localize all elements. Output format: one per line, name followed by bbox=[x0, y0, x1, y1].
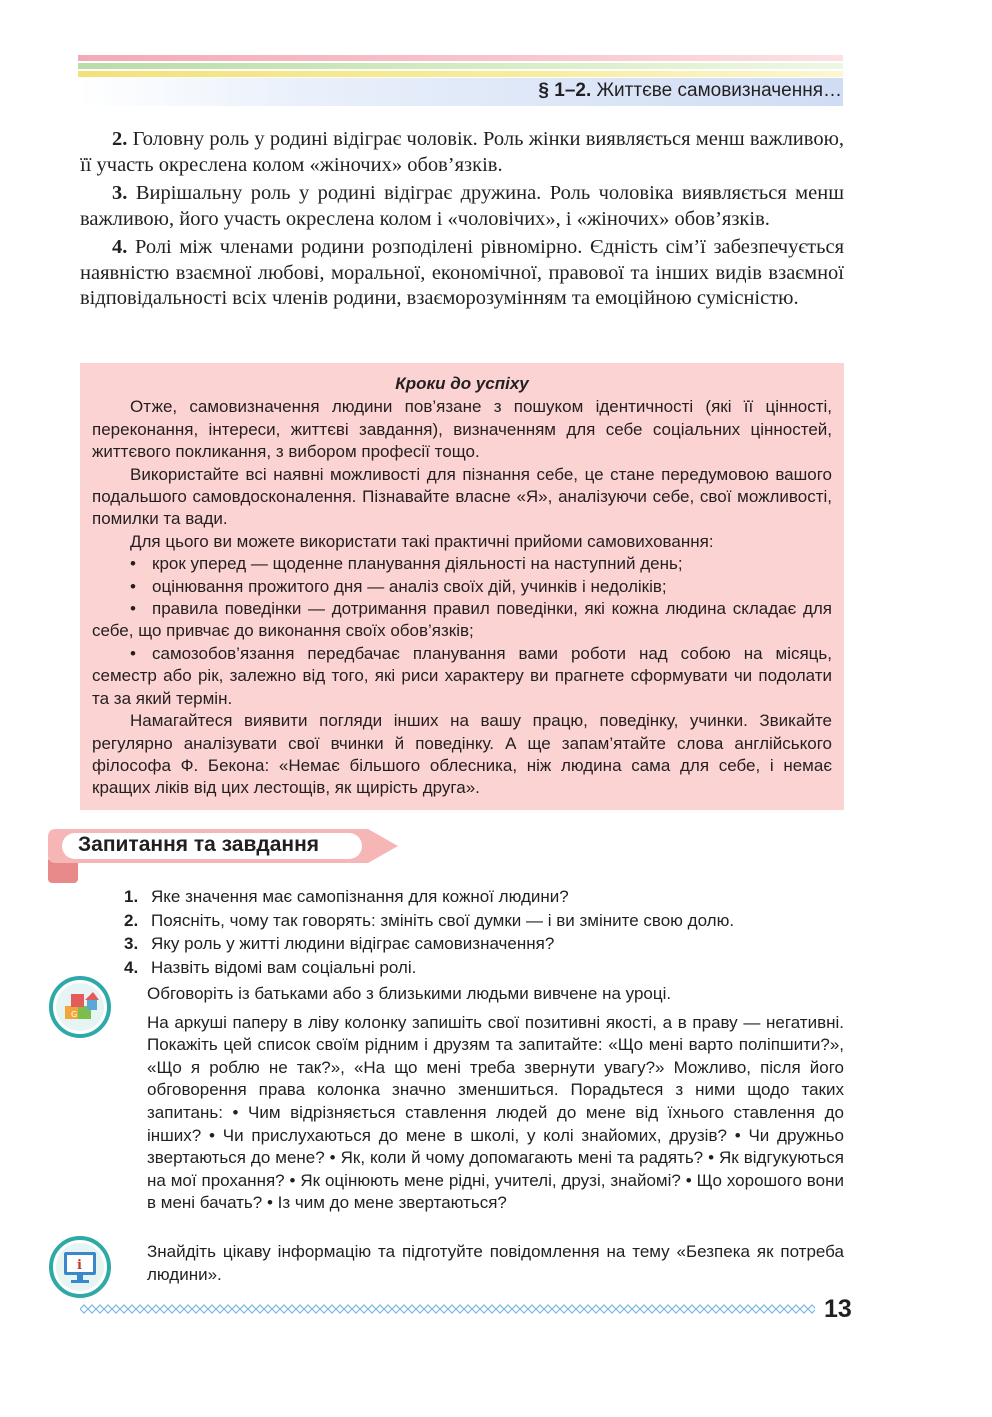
family-task-body: На аркуші паперу в ліву колонку запишіть свої позитивні якості, а в праву — негативні. Покажіть цей список своїм рідним і друзям та запитайте: «Що мені варто поліпшити?», «Що я роблю не так?», «На що мені треба звернути увагу?» Можливо, після його обговорення права колонка значно зменшиться. Порадьтеся з ними щодо таких запитань: • Чим відрізняється ставлення людей до мене від їхнього ставлення до інших? • Чи прислухаються до мене в школі, у колі знайомих, друзів? • Чи дружньо звертаються до мене? • Як, коли й чому допомагають мені та радять? • Як відгукуються на мої прохання? • Як оцінюють мене рідні, учителі, друзі, знайомі? • Що хорошого вони в мені бачать? • Із чим до мене звертаються? bbox=[147, 1012, 844, 1213]
footer-zigzag-border bbox=[80, 1302, 815, 1316]
question-item: 1. Яке значення має самопізнання для кожної людини? bbox=[124, 887, 569, 906]
family-task bbox=[147, 983, 844, 1221]
steps-bullet: • правила поведінки — дотримання правил поведінки, які кожна людина складає для себе, що привчає до виконання своїх обов’язків; bbox=[92, 599, 832, 641]
running-header bbox=[538, 80, 842, 102]
family-blocks-icon bbox=[49, 976, 111, 1038]
question-item: 4. Назвіть відомі вам соціальні ролі. bbox=[124, 957, 417, 977]
page-number: 13 bbox=[824, 1295, 852, 1323]
section-title: Життєве самовизначення… bbox=[596, 80, 842, 101]
intro-item: 4. Ролі між членами родини розподілені рівномірно. Єдність сім’ї забезпечується наявністю взаємної любові, моральної, економічної, правової та інших видів взаємної відповідальності всіх членів родини, взаєморозумінням та емоційною сумісністю. bbox=[80, 236, 845, 309]
steps-to-success-box bbox=[80, 363, 844, 810]
info-monitor-icon bbox=[49, 1236, 111, 1298]
header-color-bands bbox=[78, 55, 843, 79]
steps-bullet: • самозобов’язання передбачає планування вами роботи над собою на місяць, семестр або рік, залежно від того, які риси характеру ви прагнете сформувати чи подолати та за який термін. bbox=[92, 643, 832, 708]
svg-text:G: G bbox=[71, 1010, 78, 1019]
questions-list bbox=[124, 885, 844, 979]
section-title-questions: Запитання та завдання bbox=[78, 833, 320, 856]
steps-paragraph: Отже, самовизначення людини пов’язане з пошуком ідентичності (які її цінності, переконання, інтереси, життєві завдання), визначенням для себе соціальних цінностей, життєвого покликання, з вибором професії тощо. bbox=[92, 397, 832, 462]
steps-paragraph: Намагайтеся виявити погляди інших на вашу працю, поведінку, учинки. Звикайте регулярно аналізувати свої вчинки й поведінку. А ще запам’ятайте слова англійського філософа Ф. Бекона: «Немає більшого облесника, ніж людина сама для себе, і немає кращих ліків від цих лестощів, як щирість друга». bbox=[92, 711, 832, 798]
info-task bbox=[147, 1241, 844, 1286]
section-ref: § 1–2. bbox=[538, 80, 592, 101]
family-task-intro: Обговоріть із батьками або з близькими людьми вивчене на уроці. bbox=[147, 984, 672, 1003]
steps-bullet: • оцінювання прожитого дня — аналіз своїх дій, учинків і недоліків; bbox=[130, 576, 667, 596]
intro-item: 2. Головну роль у родині відіграє чоловік. Роль жінки виявляється менш важливою, її участь окреслена колом «жіночих» обов’язків. bbox=[80, 128, 845, 176]
question-item: 2. Поясніть, чому так говорять: змініть свої думки — і ви зміните свою долю. bbox=[124, 910, 735, 930]
info-task-text: Знайдіть цікаву інформацію та підготуйте повідомлення на тему «Безпека як потреба людини». bbox=[147, 1242, 844, 1284]
steps-title: Кроки до успіху bbox=[395, 374, 529, 393]
svg-text:i: i bbox=[77, 1258, 82, 1273]
steps-paragraph: Використайте всі наявні можливості для пізнання себе, це стане передумовою вашого подальшого самовдосконалення. Пізнавайте власне «Я», аналізуючи себе, свої можливості, помилки та вади. bbox=[92, 464, 832, 529]
steps-bullet: • крок уперед — щоденне планування діяльності на наступний день; bbox=[130, 554, 683, 574]
steps-paragraph: Для цього ви можете використати такі практичні прийоми самовиховання: bbox=[130, 531, 714, 551]
question-item: 3. Яку роль у житті людини відіграє самовизначення? bbox=[124, 934, 555, 953]
intro-item: 3. Вирішальну роль у родині відіграє дружина. Роль чоловіка виявляється менш важливою, його участь окреслена колом і «чоловічих», і «жіночих» обов’язків. bbox=[80, 182, 845, 230]
intro-paragraphs bbox=[80, 127, 844, 315]
